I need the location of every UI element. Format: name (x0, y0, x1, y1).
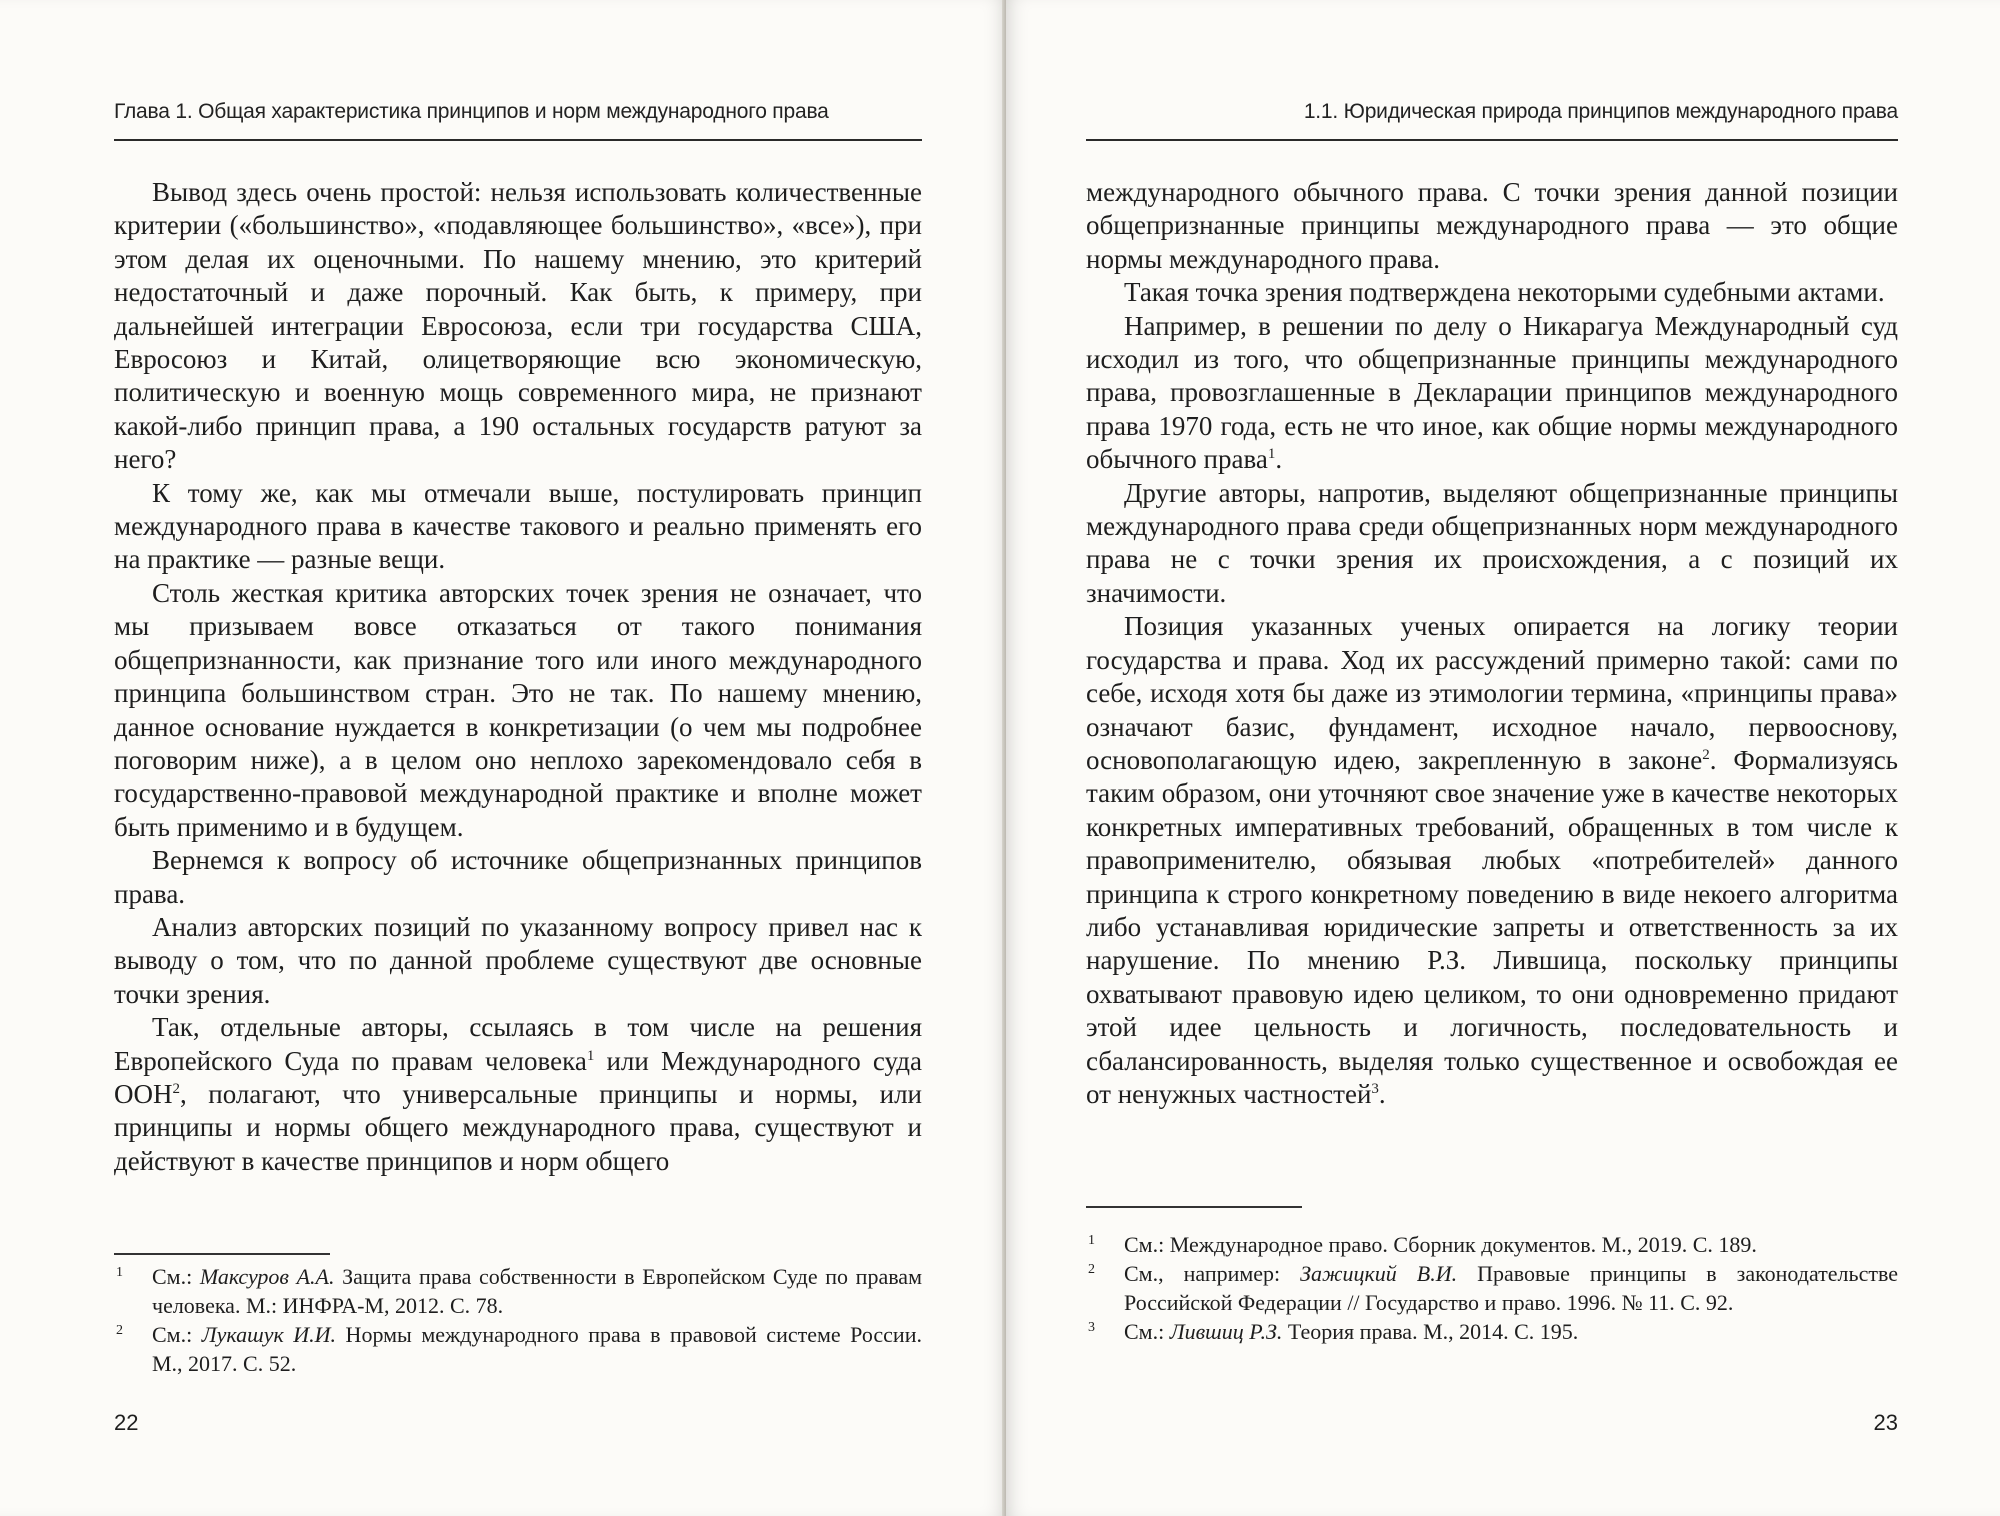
right-page (1006, 0, 2000, 1516)
footnote-text: Правовые принципы в законодательстве Российской Федерации // Государство и право. 1996. № 11. С. 92. (1124, 1261, 1898, 1315)
paragraph (114, 477, 922, 577)
paragraph-text: Другие авторы, напротив, выделяют общепризнанные принципы международного права среди общепризнанных норм международного права не с точки зрения их происхождения, а с позиций их значимости. (1086, 477, 1898, 608)
footnote-author: Лукашук И.И. (201, 1322, 337, 1347)
footnotes-left (114, 1262, 922, 1378)
footnote-text: Теория права. М., 2014. С. 195. (1282, 1319, 1579, 1344)
footnote-prefix: См.: (152, 1322, 202, 1347)
paragraph-text: Например, в решении по делу о Никарагуа Международный суд исходил из того, что общепризнанные принципы международного права, провозглашенные в Декларации принципов международного права 1970 года, есть не что иное, как общие нормы международного обычного права (1086, 310, 1898, 475)
footnote-rule-right (1086, 1206, 1302, 1208)
running-head-left: Глава 1. Общая характеристика принципов и норм международного права (114, 100, 829, 123)
footnote (1086, 1230, 1898, 1259)
footnote-ref[interactable]: 3 (1371, 1080, 1379, 1097)
footnote-author: Лившиц Р.З. (1169, 1319, 1283, 1344)
footnote (1086, 1317, 1898, 1346)
footnote-ref[interactable]: 1 (586, 1047, 595, 1064)
footnote-ref[interactable]: 2 (1702, 746, 1710, 763)
paragraph (1086, 276, 1898, 309)
paragraph-text: . Формализуясь таким образом, они уточняют свое значение уже в качестве некоторых конкретных императивных требований, обращенных в том числе к правоприменителю, обязывая любых «потребителей» данного принципа к строго конкретному поведению в виде некоего алгоритма либо устанавливая юридические запреты и ответственность за их нарушение. По мнению Р.З. Лившица, поскольку принципы охватывают правовую идею целиком, то они одновременно придают этой идее цельность и логичность, последовательность и сбалансированность, выделяя только существенное и освобождая ее от ненужных частностей (1086, 744, 1898, 1109)
footnote-mark: 3 (1088, 1320, 1095, 1335)
footnote-author: Зажицкий В.И. (1300, 1261, 1458, 1286)
header-rule-right (1086, 139, 1898, 141)
page-number-left: 22 (114, 1410, 139, 1435)
footnotes-right (1086, 1230, 1898, 1346)
footnote-text: См.: Международное право. Сборник документов. М., 2019. С. 189. (1124, 1232, 1757, 1257)
footnote-prefix: См., например: (1124, 1261, 1301, 1286)
paragraph (1086, 310, 1898, 477)
footnote-prefix: См.: (1124, 1319, 1170, 1344)
paragraph-text: Так, отдельные авторы, ссылаясь в том числе на решения Европейского Суда по правам человека (114, 1012, 922, 1076)
footnote-text: Нормы международного права в правовой системе России. М., 2017. С. 52. (152, 1322, 922, 1376)
body-text-right (1086, 176, 1898, 1111)
footnote (114, 1262, 922, 1320)
paragraph-text: Вернемся к вопросу об источнике общепризнанных принципов права. (114, 845, 922, 909)
footnote-ref[interactable]: 1 (1267, 446, 1276, 463)
paragraph (114, 1011, 922, 1178)
paragraph-text: Такая точка зрения подтверждена некоторыми судебными актами. (1124, 277, 1885, 308)
paragraph (1086, 610, 1898, 1111)
paragraph-text: Позиция указанных ученых опирается на логику теории государства и права. Ход их рассуждений примерно такой: сами по себе, исходя хотя бы даже из этимологии термина, «принципы права» означают базис, фундамент, исходное начало, первооснову, основополагающую идею, закрепленную в законе (1086, 611, 1898, 775)
paragraph-text: . (1378, 1078, 1386, 1109)
footnote-mark: 1 (116, 1265, 123, 1280)
footnote-text: Защита права собственности в Европейском Суде по правам человека. М.: ИНФРА-М, 2012. С. 78. (152, 1264, 922, 1318)
paragraph-text: международного обычного права. С точки зрения данной позиции общепризнанные принципы международного права — это общие нормы международного права. (1086, 177, 1898, 274)
paragraph-text: или Международного суда ООН (114, 1045, 923, 1109)
footnote-ref[interactable]: 2 (172, 1080, 180, 1097)
footnote (114, 1320, 922, 1378)
footnote-rule-left (114, 1253, 330, 1255)
header-rule-left (114, 139, 922, 141)
paragraph-text: Столь жесткая критика авторских точек зрения не означает, что мы призываем вовсе отказаться от такого понимания общепризнанности, как признание того или иного международного принципа большинством стран. Это не так. По нашему мнению, данное основание нуждается в конкретизации (о чем мы подробнее поговорим ниже), а в целом оно неплохо зарекомендовало себя в государственно-правовой международной практике и вполне может быть применимо и в будущем. (114, 577, 922, 842)
paragraph-text: . (1275, 444, 1283, 475)
paragraph (114, 577, 922, 844)
paragraph (1086, 477, 1898, 611)
page-number-right: 23 (1873, 1410, 1898, 1435)
paragraph (114, 911, 922, 1011)
footnote-prefix: См.: (152, 1264, 200, 1289)
continued-paragraph (1086, 176, 1898, 276)
footnote-author: Максуров А.А. (199, 1264, 335, 1289)
paragraph-text: Вывод здесь очень простой: нельзя использовать количественные критерии («большинство», «подавляющее большинство», «все»), при этом делая их оценочными. По нашему мнению, это критерий недостаточный и даже порочный. Как быть, к примеру, при дальнейшей интеграции Евросоюза, если три государства США, Евросоюз и Китай, олицетворяющие всю экономическую, политическую и военную мощь современного мира, не признают какой-либо принцип права, а 190 остальных государств ратуют за него? (114, 177, 922, 475)
paragraph-text: , полагают, что универсальные принципы и нормы, или принципы и нормы общего международного права, существуют и действуют в качестве принципов и норм общего (114, 1078, 922, 1176)
paragraph-text: Анализ авторских позиций по указанному вопросу привел нас к выводу о том, что по данной проблеме существуют две основные точки зрения. (114, 911, 922, 1009)
paragraph (114, 176, 922, 477)
footnote-mark: 1 (1088, 1233, 1095, 1248)
running-head-right: 1.1. Юридическая природа принципов международного права (1303, 100, 1898, 123)
footnote (1086, 1259, 1898, 1317)
paragraph (114, 844, 922, 911)
footnote-mark: 2 (1088, 1262, 1095, 1277)
footnote-mark: 2 (116, 1323, 123, 1338)
paragraph-text: К тому же, как мы отмечали выше, постулировать принцип международного права в качестве такового и реально применять его на практике — разные вещи. (114, 477, 922, 575)
body-text-left (114, 176, 922, 1178)
